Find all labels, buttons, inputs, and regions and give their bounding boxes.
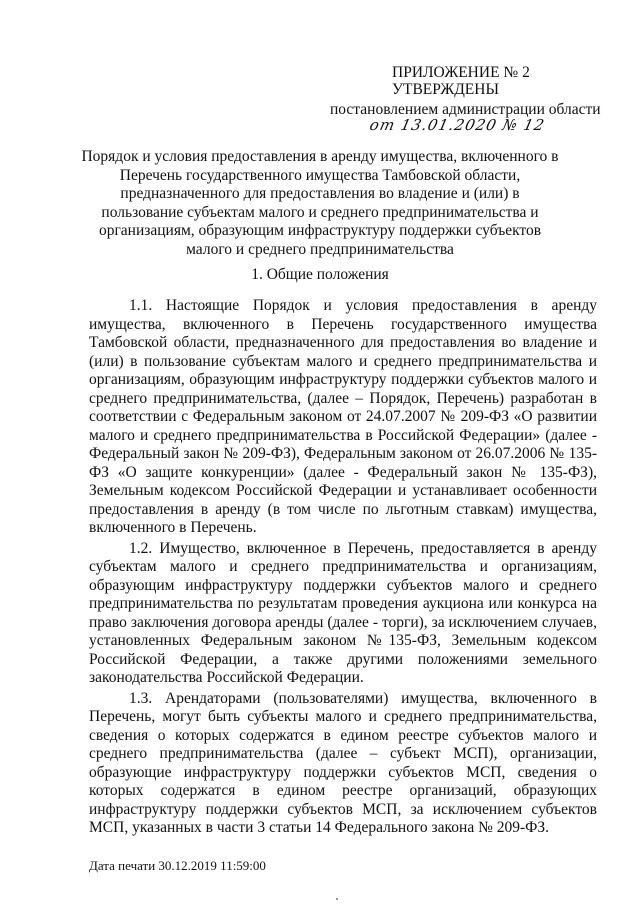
paragraph-1-3: 1.3. Арендаторами (пользователями) имущества, включенного в Перечень, могут быть субъекты малого и среднего предпринимательства, сведения о которых содержатся в едином реестре субъектов малого и среднего предпринимательства (далее – субъект МСП), организации, образующие инфраструктуру поддержки субъектов МСП, сведения о которых содержатся в едином реестре организаций, образующих инфраструктуру поддержки субъектов МСП, за исключением субъектов МСП, указанных в части 3 статьи 14 Федерального закона № 209-ФЗ. <box>89 689 597 836</box>
approved-label: УТВЕРЖДЕНЫ <box>392 81 499 98</box>
handwritten-date-number: от 13.01.2020 № 12 <box>368 116 547 134</box>
print-date-footer: Дата печати 30.12.2019 11:59:00 <box>89 858 266 873</box>
decree-line: постановлением администрации области <box>330 101 601 118</box>
section-heading: 1. Общие положения <box>251 266 389 283</box>
document-body <box>89 297 597 840</box>
paragraph-1-1: 1.1. Настоящие Порядок и условия предоставления в аренду имущества, включенного в Перечень государственного имущества Тамбовской области, предназначенного для предоставления во владение и (или) в пользование субъектам малого и среднего предпринимательства и организациям, образующим инфраструктуру поддержки субъектов малого и среднего предпринимательства, (далее – Порядок, Перечень) разработан в соответствии с Федеральным законом от 24.07.2007 № 209-ФЗ «О развитии малого и среднего предпринимательства в Российской Федерации» (далее - Федеральный закон № 209-ФЗ), Федеральным законом от 26.07.2006 № 135-ФЗ «О защите конкуренции» (далее - Федеральный закон № 135-ФЗ), Земельным кодексом Российской Федерации и устанавливает особенности предоставления в аренду (в том числе по льготным ставкам) имущества, включенного в Перечень. <box>89 297 597 536</box>
appendix-number: ПРИЛОЖЕНИЕ № 2 <box>392 64 530 81</box>
document-title: Порядок и условия предоставления в аренду имущества, включенного в Перечень государственного имущества Тамбовской области, предназначенного для предоставления во владение и (или) в пользование субъектам малого и среднего предпринимательства и организациям, образующим инфраструктуру поддержки субъектов малого и среднего предпринимательства <box>81 148 559 258</box>
paragraph-1-2: 1.2. Имущество, включенное в Перечень, предоставляется в аренду субъектам малого и среднего предпринимательства и организациям, образующим инфраструктуру поддержки субъектов малого и среднего предпринимательства по результатам проведения аукциона или конкурса на право заключения договора аренды (далее - торги), за исключением случаев, установленных Федеральным законом №135-ФЗ, Земельным кодексом Российской Федерации, а также другими положениями земельного законодательства Российской Федерации. <box>89 539 597 686</box>
scan-speck <box>336 898 338 900</box>
